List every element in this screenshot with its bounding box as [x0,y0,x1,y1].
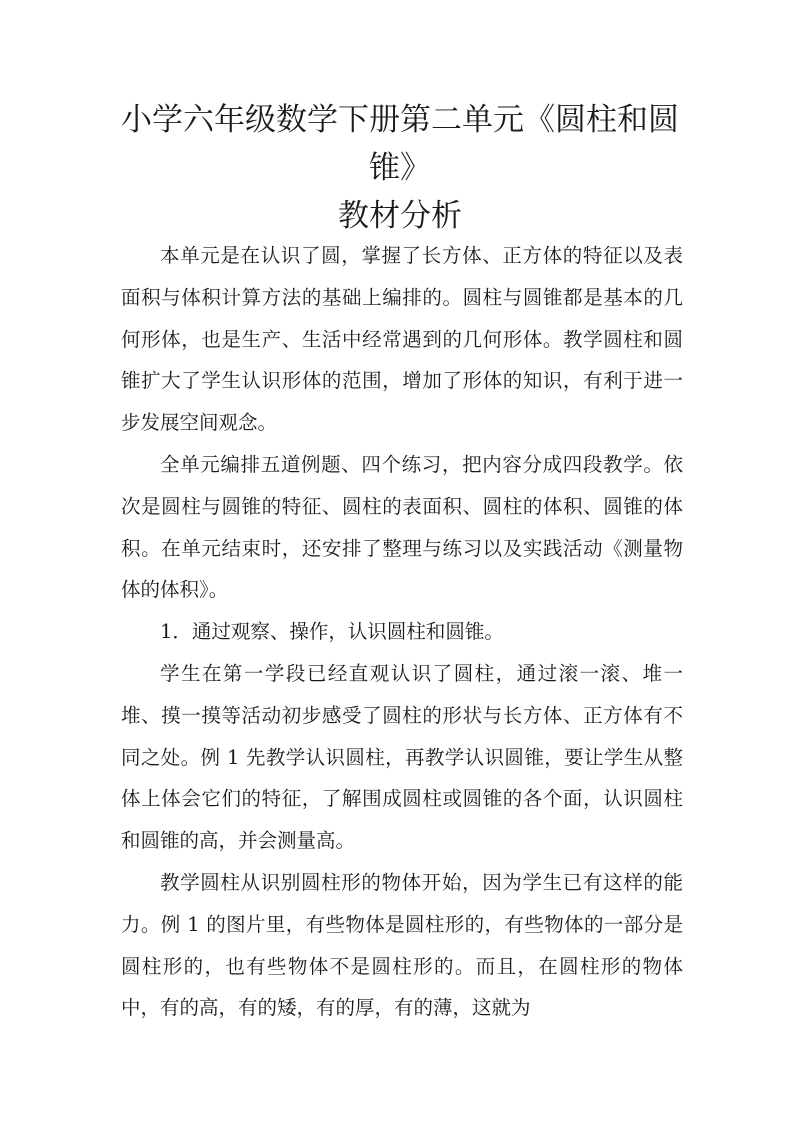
paragraph-cylinder-teaching: 教学圆柱从识别圆柱形的物体开始，因为学生已有这样的能力。例 1 的图片里，有些物体是圆柱形的，有些物体的一部分是圆柱形的，也有些物体不是圆柱形的。而且，在圆柱形的物体中，有的高，有的矮，有的厚，有的薄，这就为 [121,870,683,1020]
paragraph-cylinder-intro: 学生在第一学段已经直观认识了圆柱，通过滚一滚、堆一堆、摸一摸等活动初步感受了圆柱的形状与长方体、正方体有不同之处。例 1 先教学认识圆柱，再教学认识圆锥，要让学生从整体上体会它们的特征，了解围成圆柱或圆锥的各个面，认识圆柱和圆锥的高，并会测量高。 [121,661,683,853]
document-body [121,235,683,1029]
paragraph-unit-overview: 本单元是在认识了圆，掌握了长方体、正方体的特征以及表面积与体积计算方法的基础上编排的。圆柱与圆锥都是基本的几何形体，也是生产、生活中经常遇到的几何形体。教学圆柱和圆锥扩大了学生认识形体的范围，增加了形体的知识，有利于进一步发展空间观念。 [121,244,683,435]
paragraph-unit-structure: 全单元编排五道例题、四个练习，把内容分成四段教学。依次是圆柱与圆锥的特征、圆柱的表面积、圆柱的体积、圆锥的体积。在单元结束时，还安排了整理与练习以及实践活动《测量物体的体积》。 [121,452,683,602]
document-title [100,96,700,240]
title-line-1: 小学六年级数学下册第二单元《圆柱和圆锥》 [121,102,679,186]
paragraph-section-heading-1: 1．通过观察、操作，认识圆柱和圆锥。 [160,620,504,644]
title-line-2: 教材分析 [338,198,462,234]
